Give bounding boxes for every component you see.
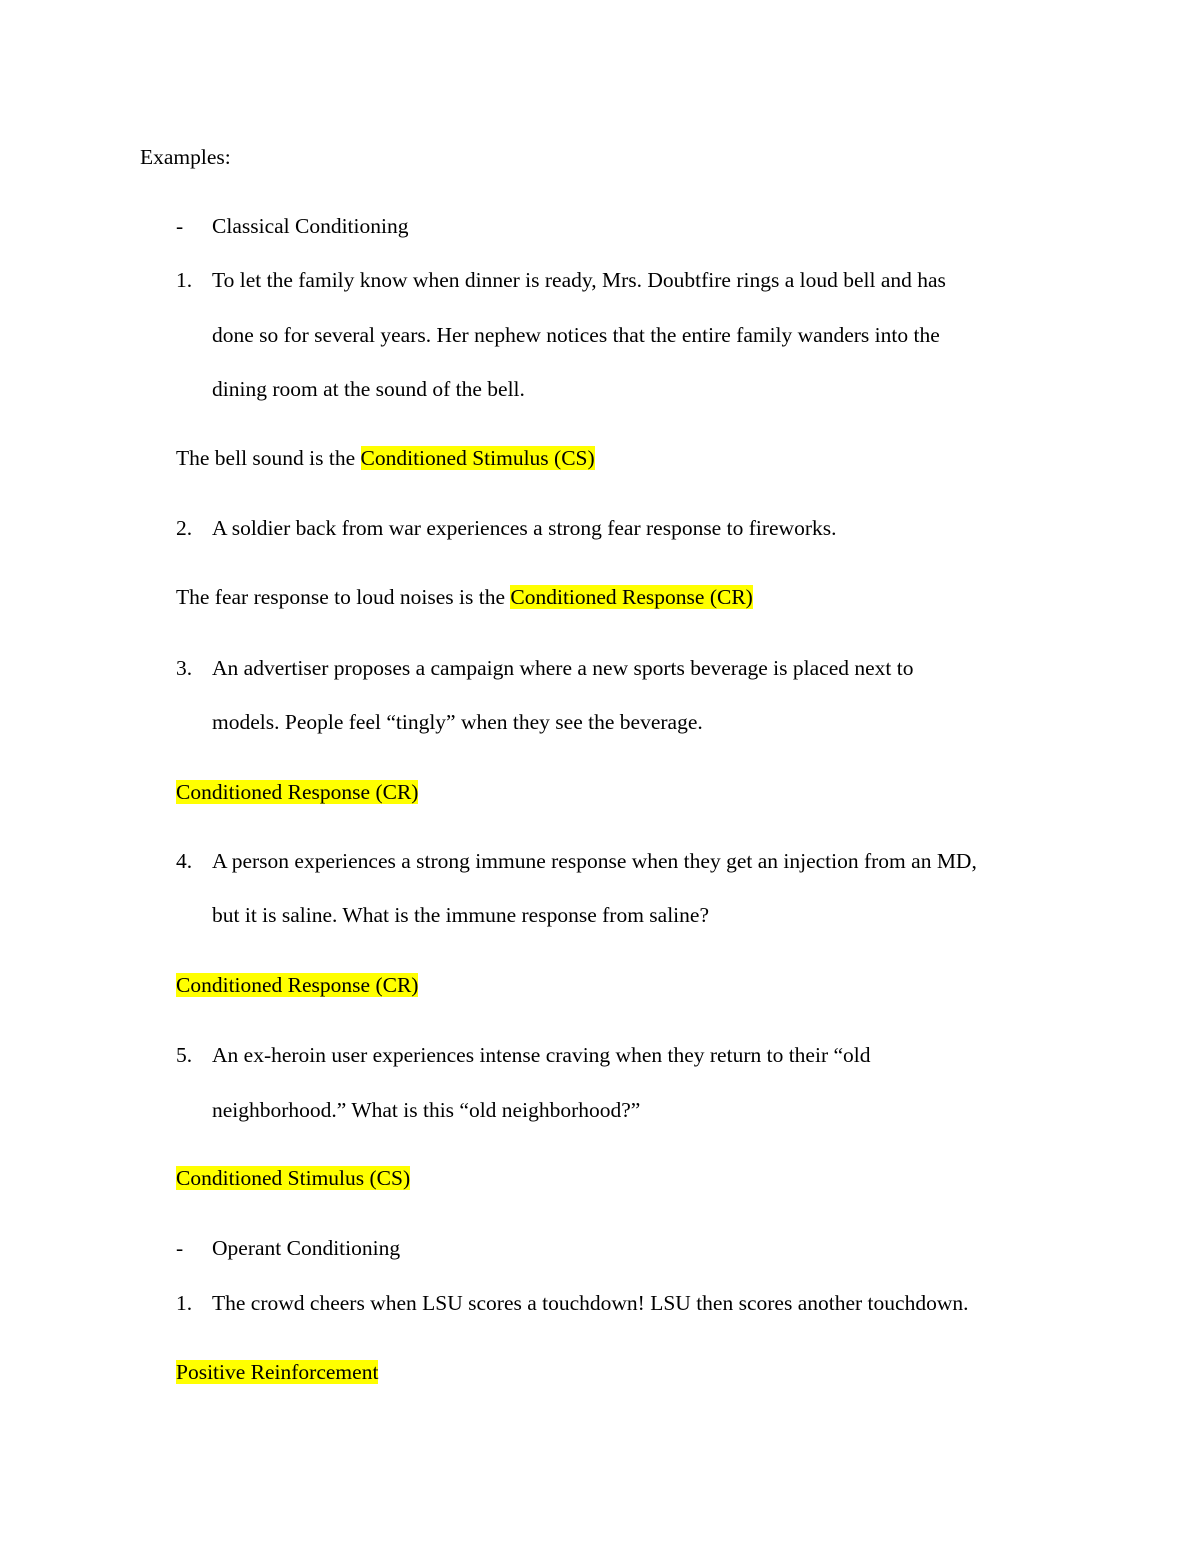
answer-line: [176, 583, 753, 611]
bullet-dash: -: [176, 214, 184, 238]
section-title-operant: Operant Conditioning: [212, 1236, 401, 1260]
item-number: 4.: [176, 849, 193, 873]
item-number: 5.: [176, 1043, 193, 1067]
answer-line: [176, 971, 418, 999]
item-text-line: done so for several years. Her nephew notices that the entire family wanders into the: [212, 323, 940, 347]
item-number: 1.: [176, 1291, 193, 1315]
answer-highlight: Conditioned Response (CR): [176, 780, 419, 804]
heading-examples: Examples:: [140, 145, 231, 169]
item-number: 2.: [176, 516, 193, 540]
answer-prefix: The bell sound is the: [176, 446, 361, 470]
item-text-line: models. People feel “tingly” when they see the beverage.: [212, 710, 703, 734]
answer-highlight: Conditioned Response (CR): [510, 585, 753, 609]
item-text-line: dining room at the sound of the bell.: [212, 377, 525, 401]
answer-highlight: Conditioned Stimulus (CS): [360, 446, 595, 470]
item-text-line: An ex-heroin user experiences intense craving when they return to their “old: [212, 1043, 871, 1067]
item-text-line: To let the family know when dinner is ready, Mrs. Doubtfire rings a loud bell and has: [212, 268, 946, 292]
item-text-line: The crowd cheers when LSU scores a touchdown! LSU then scores another touchdown.: [212, 1291, 969, 1315]
answer-line: [176, 1164, 410, 1192]
answer-prefix: The fear response to loud noises is the: [176, 585, 511, 609]
item-number: 3.: [176, 656, 193, 680]
answer-line: [176, 778, 418, 806]
answer-line: [176, 1358, 378, 1386]
bullet-dash: -: [176, 1236, 184, 1260]
item-text-line: neighborhood.” What is this “old neighborhood?”: [212, 1098, 641, 1122]
section-title-classical: Classical Conditioning: [212, 214, 409, 238]
item-text-line: but it is saline. What is the immune response from saline?: [212, 903, 709, 927]
item-number: 1.: [176, 268, 193, 292]
answer-line: [176, 444, 595, 472]
item-text-line: A person experiences a strong immune response when they get an injection from an MD,: [212, 849, 977, 873]
answer-highlight: Conditioned Stimulus (CS): [176, 1166, 411, 1190]
item-text-line: A soldier back from war experiences a strong fear response to fireworks.: [212, 516, 837, 540]
answer-highlight: Conditioned Response (CR): [176, 973, 419, 997]
answer-highlight: Positive Reinforcement: [176, 1360, 379, 1384]
item-text-line: An advertiser proposes a campaign where a new sports beverage is placed next to: [212, 656, 914, 680]
